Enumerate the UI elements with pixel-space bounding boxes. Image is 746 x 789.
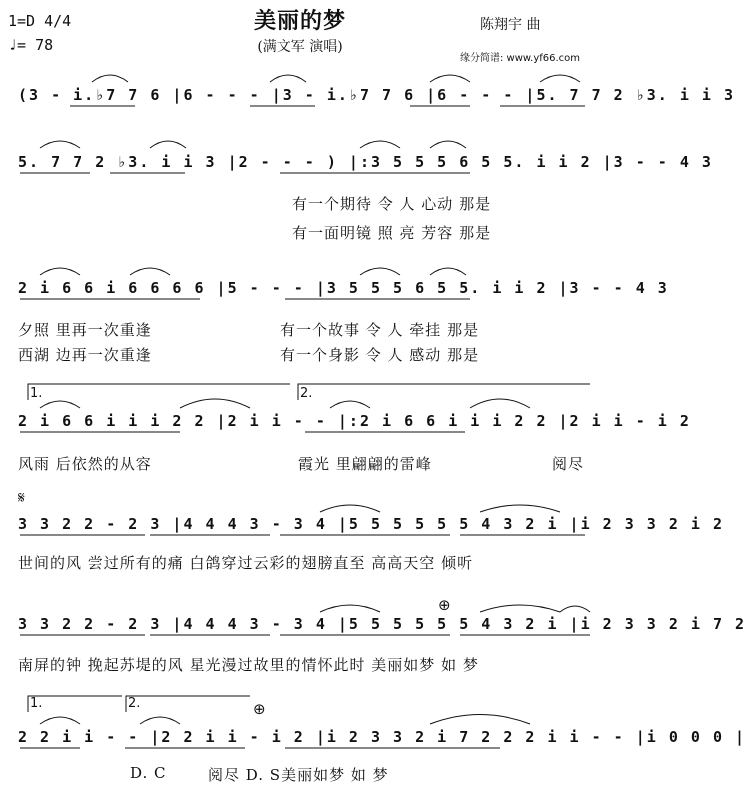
lyric-line-5: 世间的风 尝过所有的痛 白鸽穿过云彩的翅膀直至 高高天空 倾听 [18,554,474,572]
staff-line-6: 3 3 2 2 - 2 3 |4 4 4 3 - 3 4 |5 5 5 5 5 5 4 3 2 i |i 2 3 3 2 i 7 2 [18,615,746,633]
staff-line-2: 5. 7 7 2 ♭3. i i 3 |2 - - - ) |:3 5 5 5 6 5 5. i i 2 |3 - - 4 3 [18,153,713,171]
coda-icon-2: ⊕ [253,700,266,718]
lyric-line-3a: 夕照 里再一次重逢 [18,321,152,339]
source-credit: 缘分简谱: www.yf66.com [460,53,581,64]
volta-1-label-2: 1. [30,696,43,711]
lyric-line-4a: 风雨 后依然的从容 [18,455,152,473]
lyric-line-4c: 阅尽 [552,455,585,473]
staff-line-3: 2 i 6 6 i 6 6 6 6 |5 - - - |3 5 5 5 6 5 5. i i 2 |3 - - 4 3 [18,279,669,297]
segno-icon: 𝄋 [18,488,25,507]
lyric-line-7b: 阅尽 D. S美丽如梦 如 梦 [208,766,389,784]
lyric-line-3c: 有一个故事 令 人 牵挂 那是 [280,321,480,339]
staff-line-4: 2 i 6 6 i i i 2 2 |2 i i - - |:2 i 6 6 i i i 2 2 |2 i i - i 2 [18,412,691,430]
lyric-line-6: 南屏的钟 挽起苏堤的风 星光漫过故里的情怀此时 美丽如梦 如 梦 [18,656,479,674]
lyric-line-3b: 西湖 边再一次重逢 [18,346,152,364]
staff-line-5: 3 3 2 2 - 2 3 |4 4 4 3 - 3 4 |5 5 5 5 5 5 4 3 2 i |i 2 3 3 2 i 2 [18,515,724,533]
lyric-line-2a: 有一个期待 令 人 心动 那是 [292,195,492,213]
lyric-line-3d: 有一个身影 令 人 感动 那是 [280,346,480,364]
staff-line-1: (3 - i.♭7 7 6 |6 - - - |3 - i.♭7 7 6 |6 - - - |5. 7 7 2 ♭3. i i 3 [18,86,735,104]
volta-2-label: 2. [300,386,313,401]
lyric-line-7a: D. C [130,764,167,782]
coda-icon: ⊕ [438,596,451,614]
volta-1-label: 1. [30,386,43,401]
staff-line-7: 2 2 i i - - |2 2 i i - i 2 |i 2 3 3 2 i 7 2 2 2 i i - - |i 0 0 0 | [18,728,746,746]
volta-2-label-2: 2. [128,696,141,711]
lyric-line-2b: 有一面明镜 照 亮 芳容 那是 [292,224,492,242]
lyric-line-4b: 霞光 里翩翩的雷峰 [298,455,432,473]
composer-credit: 陈翔宇 曲 [480,17,541,33]
song-title: 美丽的梦 [253,8,346,34]
singer-credit: (满文军 演唱) [257,39,343,55]
key-signature: 1=D 4/4 [8,12,72,30]
tempo-marking: ♩= 78 [8,36,54,54]
